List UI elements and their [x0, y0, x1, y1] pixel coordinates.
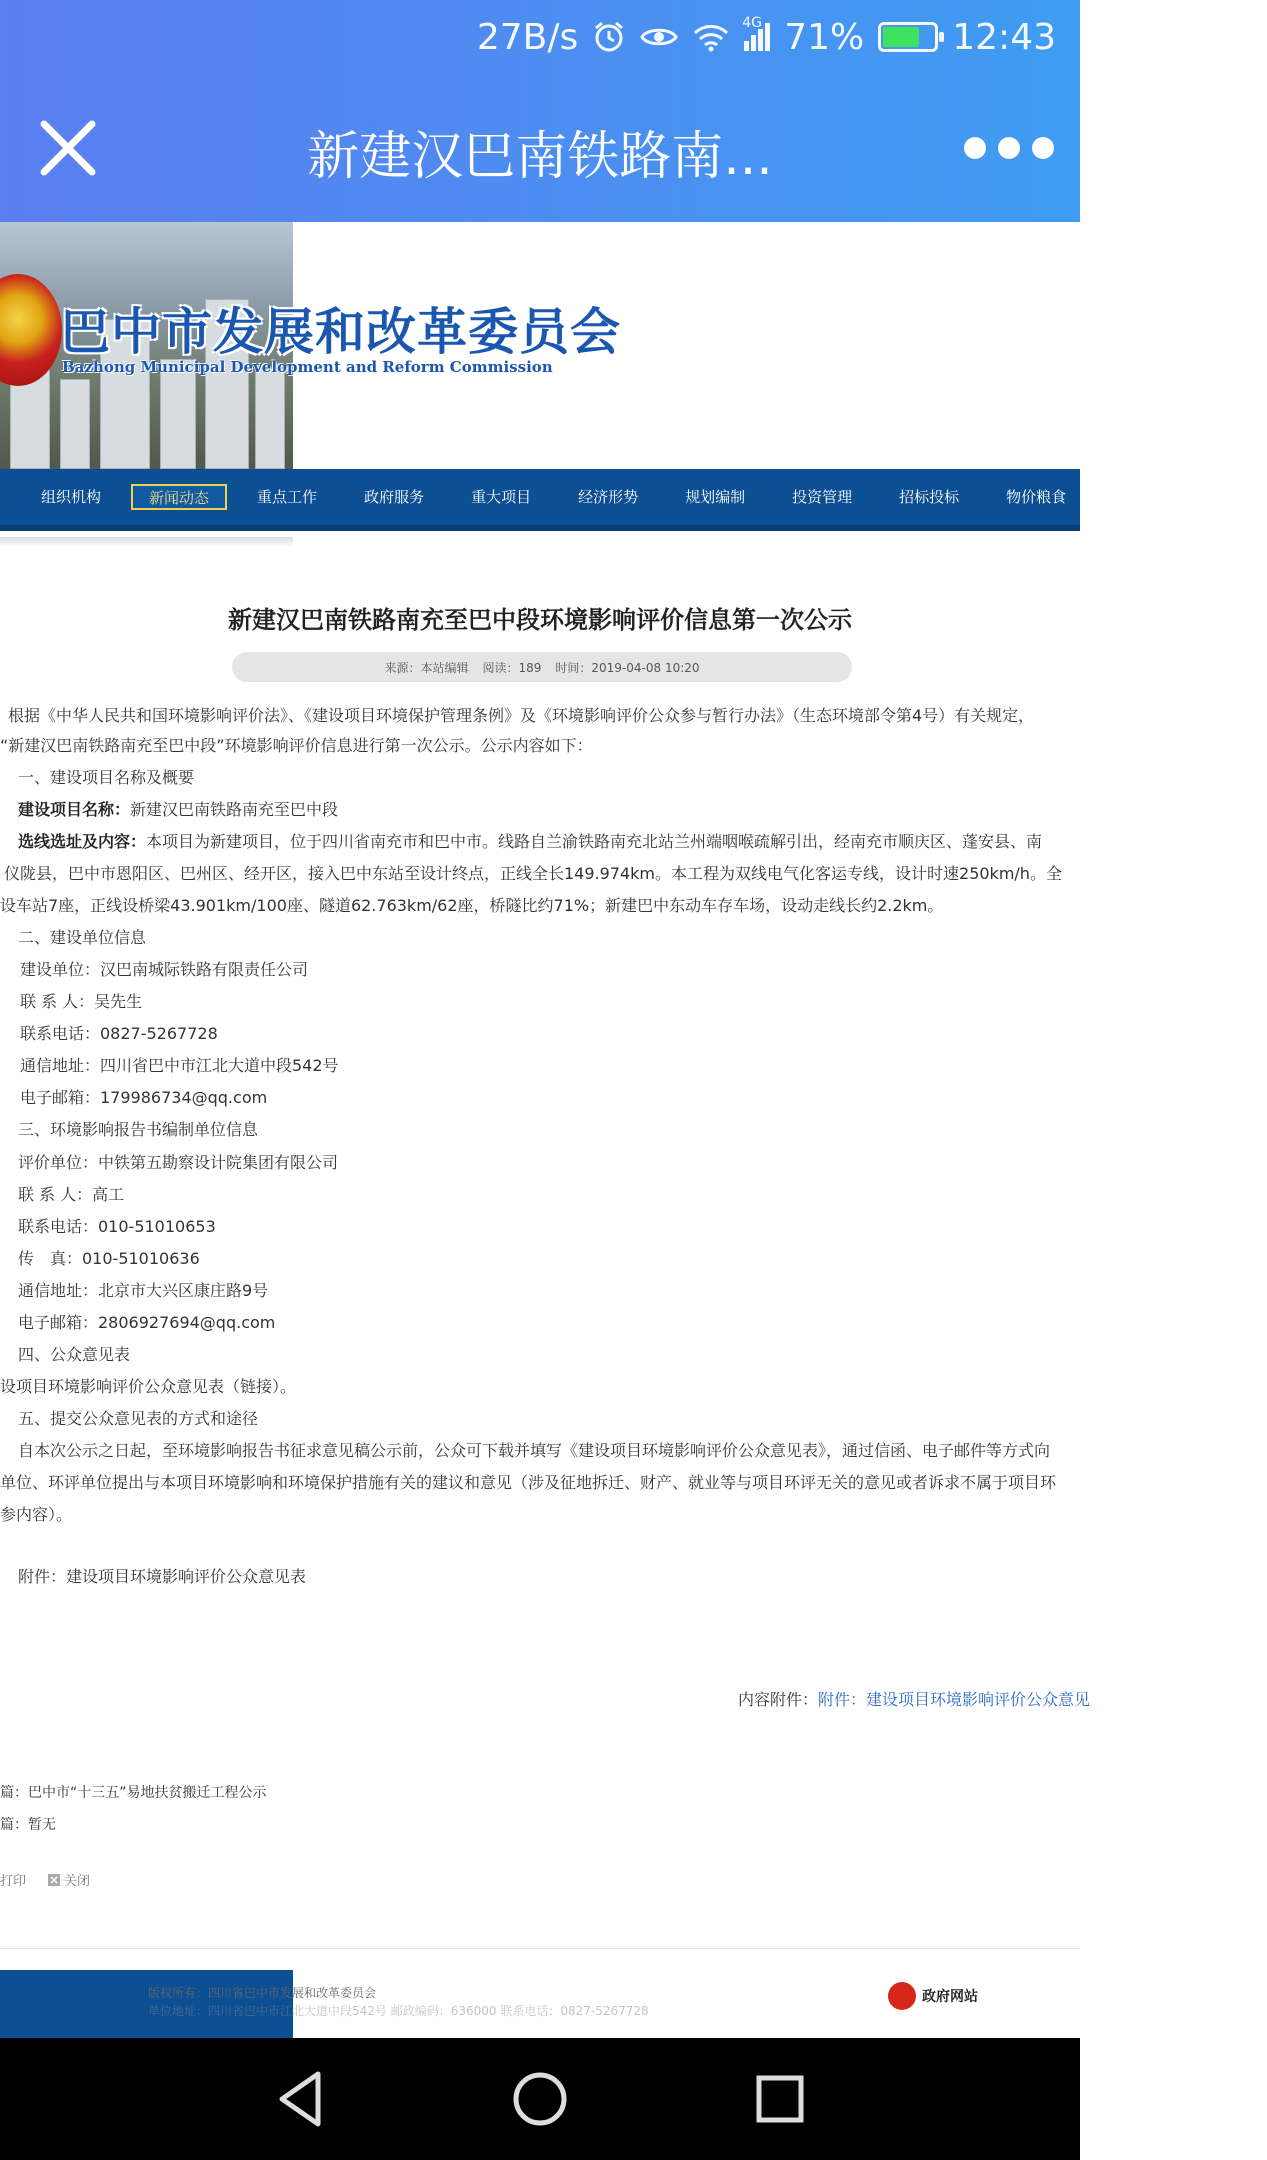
paragraph-line: 单位、环评单位提出与本项目环境影响和环境保护措施有关的建议和意见（涉及征地拆迁、财产、就业等与项目环评无关的意见或者诉求不属于项目环 [0, 1473, 1057, 1492]
nav-item[interactable]: 重大项目 [471, 488, 532, 506]
nav-item[interactable]: 重点工作 [257, 488, 318, 506]
evaluator-phone: 联系电话：010-51010653 [18, 1217, 216, 1236]
prev-article-link[interactable]: 篇：巴中市“十三五”易地扶贫搬迁工程公示 [0, 1785, 267, 1801]
nav-item[interactable]: 投资管理 [792, 488, 853, 506]
footer-address: 单位地址：四川省巴中市江北大道中段542号 邮政编码：636000 联系电话：0827-5267728 [148, 2004, 649, 2018]
article-source: 来源：本站编辑 [384, 660, 469, 675]
title-bar [0, 74, 1080, 222]
article-title: 新建汉巴南铁路南充至巴中段环境影响评价信息第一次公示 [228, 606, 852, 634]
nav-item[interactable]: 双公 [1220, 488, 1251, 506]
attachment-note: 附件：建设项目环境影响评价公众意见表 [18, 1567, 307, 1586]
site-banner [0, 222, 1080, 469]
battery-percent: 71% [784, 16, 865, 58]
back-icon [268, 2066, 334, 2132]
gov-seal-icon [888, 1982, 916, 2010]
more-dot [1032, 137, 1054, 159]
recents-icon [747, 2066, 813, 2132]
section-heading: 二、建设单位信息 [18, 928, 147, 947]
system-nav-bar [0, 2038, 1080, 2160]
builder-phone: 联系电话：0827-5267728 [20, 1024, 218, 1043]
paragraph-line: 仪陇县，巴中市恩阳区、巴州区、经开区，接入巴中东站至设计终点，正线全长149.974km。本工程为双线电气化客运专线，设计时速250km/h。全 [4, 864, 1062, 883]
paragraph-line: “新建汉巴南铁路南充至巴中段”环境影响评价信息进行第一次公示。公示内容如下： [0, 736, 593, 755]
close-small-icon [48, 1874, 60, 1886]
gov-site-badge[interactable] [888, 1982, 978, 2010]
opinion-form-link[interactable]: 设项目环境影响评价公众意见表（链接）。 [0, 1377, 297, 1396]
nav-item[interactable]: 政府服务 [364, 488, 425, 506]
close-icon [30, 110, 106, 186]
close-page-label: 关闭 [64, 1874, 91, 1889]
nav-item[interactable]: 规划编制 [685, 488, 746, 506]
nav-shadow [0, 537, 293, 547]
route-value: 本项目为新建项目，位于四川省南充市和巴中市。线路自兰渝铁路南充北站兰州端咽喉疏解引出，经南充市顺庆区、蓬安县、南 [146, 832, 1043, 851]
wifi-icon [692, 22, 730, 52]
attachment-label: 内容附件： [738, 1690, 819, 1709]
section-heading: 三、环境影响报告书编制单位信息 [18, 1120, 259, 1139]
divider [0, 1948, 1080, 1949]
project-name-value: 新建汉巴南铁路南充至巴中段 [130, 800, 339, 819]
close-page-button[interactable] [48, 1870, 90, 1889]
home-button[interactable] [507, 2066, 573, 2132]
app-header [0, 0, 1080, 222]
evaluator-fax: 传 真：010-51010636 [18, 1249, 200, 1268]
site-name-english: Bazhong Municipal Development and Reform Commission [62, 358, 553, 376]
project-name-label: 建设项目名称： [18, 800, 131, 819]
close-button[interactable] [30, 110, 106, 186]
evaluator-address: 通信地址：北京市大兴区康庄路9号 [18, 1281, 269, 1300]
content-attachment [738, 1687, 1090, 1710]
next-article-link: 篇：暂无 [0, 1817, 56, 1833]
nav-item[interactable]: 招标投标 [899, 488, 960, 506]
page-title: 新建汉巴南铁路南... [307, 127, 773, 187]
paragraph-line: 参内容）。 [0, 1505, 73, 1524]
evaluator-contact: 联 系 人：高工 [18, 1185, 125, 1204]
article-tools [0, 1870, 90, 1889]
article-time: 时间：2019-04-08 10:20 [555, 660, 700, 675]
evaluator-unit: 评价单位：中铁第五勘察设计院集团有限公司 [18, 1153, 339, 1172]
builder-contact: 联 系 人：吴先生 [20, 992, 143, 1011]
article-reads: 阅读：189 [482, 660, 542, 675]
paragraph-line: 设车站7座，正线设桥梁43.901km/100座、隧道62.763km/62座，桥隧比约71%；新建巴中东动车存车场，设动走线长约2.2km。 [0, 896, 944, 915]
recents-button[interactable] [747, 2066, 813, 2132]
network-type: 4G [742, 15, 762, 31]
site-footer [0, 1970, 1080, 2040]
home-icon [507, 2066, 573, 2132]
status-bar [0, 0, 1080, 74]
evaluator-email: 电子邮箱：2806927694@qq.com [18, 1313, 276, 1332]
attachment-link[interactable]: 附件：建设项目环境影响评价公众意见 [818, 1690, 1091, 1709]
print-button[interactable] [0, 1870, 26, 1889]
nav-item[interactable]: 新闻动态 [131, 484, 227, 510]
paragraph-line: 自本次公示之日起，至环境影响报告书征求意见稿公示前，公众可下载并填写《建设项目环境影响评价公众意见表》，通过信函、电子邮件等方式向 [18, 1441, 1051, 1460]
nav-item[interactable]: 政策法规 [1113, 488, 1174, 506]
section-heading: 一、建设项目名称及概要 [18, 768, 195, 787]
print-label: 打印 [0, 1874, 27, 1889]
site-name: 巴中市发展和改革委员会 [60, 303, 621, 361]
paragraph-line: 根据《中华人民共和国环境影响评价法》、《建设项目环境保护管理条例》及《环境影响评价公众参与暂行办法》（生态环境部令第4号）有关规定， [8, 706, 1035, 725]
network-speed: 27B/s [476, 16, 579, 58]
gov-badge-label: 政府网站 [922, 1989, 978, 2005]
more-dot [998, 137, 1020, 159]
more-button[interactable] [964, 126, 1054, 170]
alarm-icon [592, 20, 626, 54]
site-nav [0, 469, 1251, 531]
route-label: 选线选址及内容： [18, 832, 147, 851]
article-meta [232, 652, 852, 682]
more-icon [964, 137, 986, 159]
builder-unit: 建设单位：汉巴南城际铁路有限责任公司 [20, 960, 309, 979]
nav-item[interactable]: 物价粮食 [1006, 488, 1067, 506]
battery-icon [878, 22, 938, 52]
route-row [18, 832, 1042, 852]
back-button[interactable] [268, 2066, 334, 2132]
footer-copyright: 版权所有：四川省巴中市发展和改革委员会 [148, 1986, 377, 2000]
builder-email: 电子邮箱：179986734@qq.com [20, 1088, 268, 1107]
project-name-row [18, 800, 338, 820]
eye-icon [640, 22, 678, 52]
builder-address: 通信地址：四川省巴中市江北大道中段542号 [20, 1056, 339, 1075]
nav-item[interactable]: 组织机构 [41, 488, 102, 506]
section-heading: 四、公众意见表 [18, 1345, 131, 1364]
clock: 12:43 [952, 16, 1056, 58]
signal-icon [742, 15, 770, 51]
battery-fill [883, 27, 919, 47]
web-view [0, 222, 1251, 2038]
section-heading: 五、提交公众意见表的方式和途径 [18, 1409, 259, 1428]
nav-item[interactable]: 经济形势 [578, 488, 639, 506]
